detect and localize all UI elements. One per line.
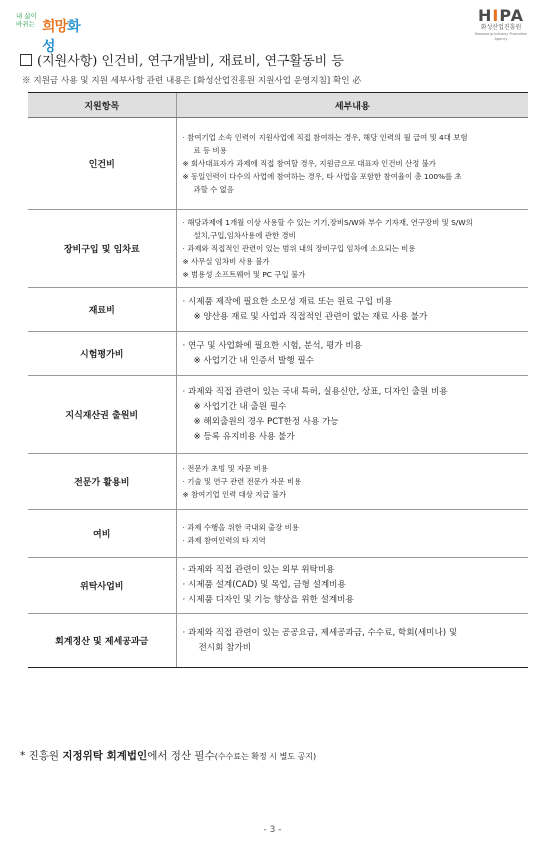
- header-support-item: 지원항목: [28, 93, 176, 118]
- detail-line: · 과제와 직접 관련이 있는 외부 위탁비용: [182, 565, 335, 575]
- detail-line: 전시회 참가비: [198, 642, 252, 653]
- hipa-english-name: Hwaseong Industry Promotion Agency: [474, 32, 528, 41]
- support-item-details: [176, 332, 528, 376]
- hwaseong-city-logo: [14, 10, 84, 55]
- detail-line: ※ 사업기간 내 인증서 발행 필수: [193, 355, 314, 366]
- support-item-details: [176, 288, 528, 332]
- detail-line: 설치,구입,임차사용에 관한 경비: [193, 231, 296, 240]
- support-item-details: [176, 454, 528, 510]
- support-item-details: [176, 210, 528, 288]
- header-details: 세부내용: [176, 93, 528, 118]
- table-row: [28, 614, 528, 668]
- hipa-mark-pa: PA: [499, 6, 524, 25]
- table-row: [28, 210, 528, 288]
- page-number: - 3 -: [263, 825, 282, 835]
- support-item-name: 위탁사업비: [28, 558, 176, 614]
- hipa-mark: [469, 8, 533, 24]
- logo-title-part-2: 화성: [42, 19, 80, 55]
- guideline-note: ※ 지원금 사용 및 지원 세부사항 관련 내용은 [화성산업진흥원 지원사업 운영지침] 확인 必: [22, 76, 361, 86]
- logo-title-part-1: 희망: [42, 19, 68, 35]
- detail-line: · 시제품 제작에 필요한 소모성 재료 또는 원료 구입 비용: [182, 296, 393, 307]
- support-item-name: 전문가 활용비: [28, 454, 176, 510]
- detail-line: ※ 회사대표자가 과제에 직접 참여할 경우, 지원금으로 대표자 인건비 산정 불가: [182, 159, 436, 168]
- detail-line: ※ 해외출원의 경우 PCT한정 사용 가능: [193, 416, 339, 427]
- detail-line: · 과제와 직접 관련이 있는 공공요금, 제세공과금, 수수료, 학회(세미나) 및: [182, 627, 458, 638]
- hipa-mark-h: H: [478, 6, 493, 25]
- table-row: [28, 288, 528, 332]
- hipa-mark-i: I: [492, 6, 500, 25]
- detail-line: · 과제 수행을 위한 국내외 출장 비용: [182, 522, 299, 532]
- footnote-fee-remark: (수수료는 확정 시 별도 공지): [214, 752, 317, 761]
- footnote-star: *: [20, 750, 26, 762]
- checkbox-icon: [20, 54, 32, 66]
- support-item-name: 재료비: [28, 288, 176, 332]
- table-header-row: [28, 93, 528, 118]
- footnote-highlight: 지정위탁 회계법인: [62, 750, 148, 762]
- detail-line: ※ 사무실 임차비 사용 불가: [182, 257, 270, 266]
- logo-slogan: [16, 12, 37, 28]
- detail-line: ※ 등록 유지비용 사용 불가: [193, 431, 295, 442]
- detail-line: 료 등 비용: [193, 146, 227, 155]
- logo-slogan-line-2: 바뀌는: [16, 20, 35, 28]
- detail-line: · 전문가 초빙 및 자문 비용: [182, 464, 268, 473]
- detail-line: · 기술 및 연구 관련 전문가 자문 비용: [182, 477, 302, 486]
- detail-line: · 과제와 직접적인 관련이 있는 범위 내의 장비구입 임차에 소요되는 비용: [182, 244, 416, 253]
- hipa-logo: [469, 6, 533, 41]
- table-row: [28, 510, 528, 558]
- detail-line: ※ 사업기간 내 출원 필수: [193, 401, 287, 412]
- table-row: [28, 558, 528, 614]
- table-row: [28, 118, 528, 210]
- detail-line: · 연구 및 사업화에 필요한 시험, 분석, 평가 비용: [182, 340, 362, 351]
- detail-line: ※ 범용성 소프트웨어 및 PC 구입 불가: [182, 270, 306, 279]
- detail-line: ※ 참여기업 인력 대상 지급 불가: [182, 490, 287, 499]
- support-item-name: 여비: [28, 510, 176, 558]
- detail-line: · 참여기업 소속 인력이 지원사업에 직접 참여하는 경우, 해당 인력의 월 급여 및 4대 보험: [182, 133, 468, 142]
- footnote-text-1: 진흥원: [28, 750, 60, 762]
- support-item-details: [176, 558, 528, 614]
- support-items-table: [28, 92, 528, 668]
- detail-line: · 과제와 직접 관련이 있는 국내 특허, 실용신안, 상표, 디자인 출원 비용: [182, 386, 448, 397]
- detail-line: ※ 양산용 재료 및 사업과 직접적인 관련이 없는 재료 사용 불가: [193, 311, 428, 322]
- settlement-note: [20, 748, 316, 763]
- support-item-details: [176, 614, 528, 668]
- hipa-korean-name: 화성산업진흥원: [480, 24, 522, 31]
- footnote-text-2: 에서 정산 필수: [147, 750, 215, 762]
- table-row: [28, 376, 528, 454]
- support-item-details: [176, 376, 528, 454]
- section-heading-text: (지원사항) 인건비, 연구개발비, 재료비, 연구활동비 등: [37, 54, 344, 69]
- support-item-details: [176, 510, 528, 558]
- detail-line: 과할 수 없음: [193, 185, 234, 194]
- logo-slogan-line-1: 내 삶이: [16, 12, 37, 20]
- support-item-name: 회계정산 및 제세공과금: [28, 614, 176, 668]
- support-item-name: 장비구입 및 임차료: [28, 210, 176, 288]
- detail-line: · 시제품 설계(CAD) 및 목업, 금형 설계비용: [182, 580, 346, 590]
- detail-line: ※ 동일인력이 다수의 사업에 참여하는 경우, 타 사업을 포함한 참여율이 총 100%를 초: [182, 172, 462, 181]
- support-item-name: 인건비: [28, 118, 176, 210]
- section-heading: [20, 50, 344, 69]
- support-item-details: [176, 118, 528, 210]
- table-row: [28, 454, 528, 510]
- support-item-name: 시험평가비: [28, 332, 176, 376]
- table-row: [28, 332, 528, 376]
- table-body: [28, 118, 528, 668]
- detail-line: · 해당과제에 1개월 이상 사용할 수 있는 기기,장비S/W와 부수 기자재, 연구장비 및 S/W의: [182, 218, 473, 227]
- detail-line: · 시제품 디자인 및 기능 향상을 위한 설계비용: [182, 595, 354, 605]
- detail-line: · 과제 참여인력의 타 지역: [182, 535, 266, 545]
- support-item-name: 지식재산권 출원비: [28, 376, 176, 454]
